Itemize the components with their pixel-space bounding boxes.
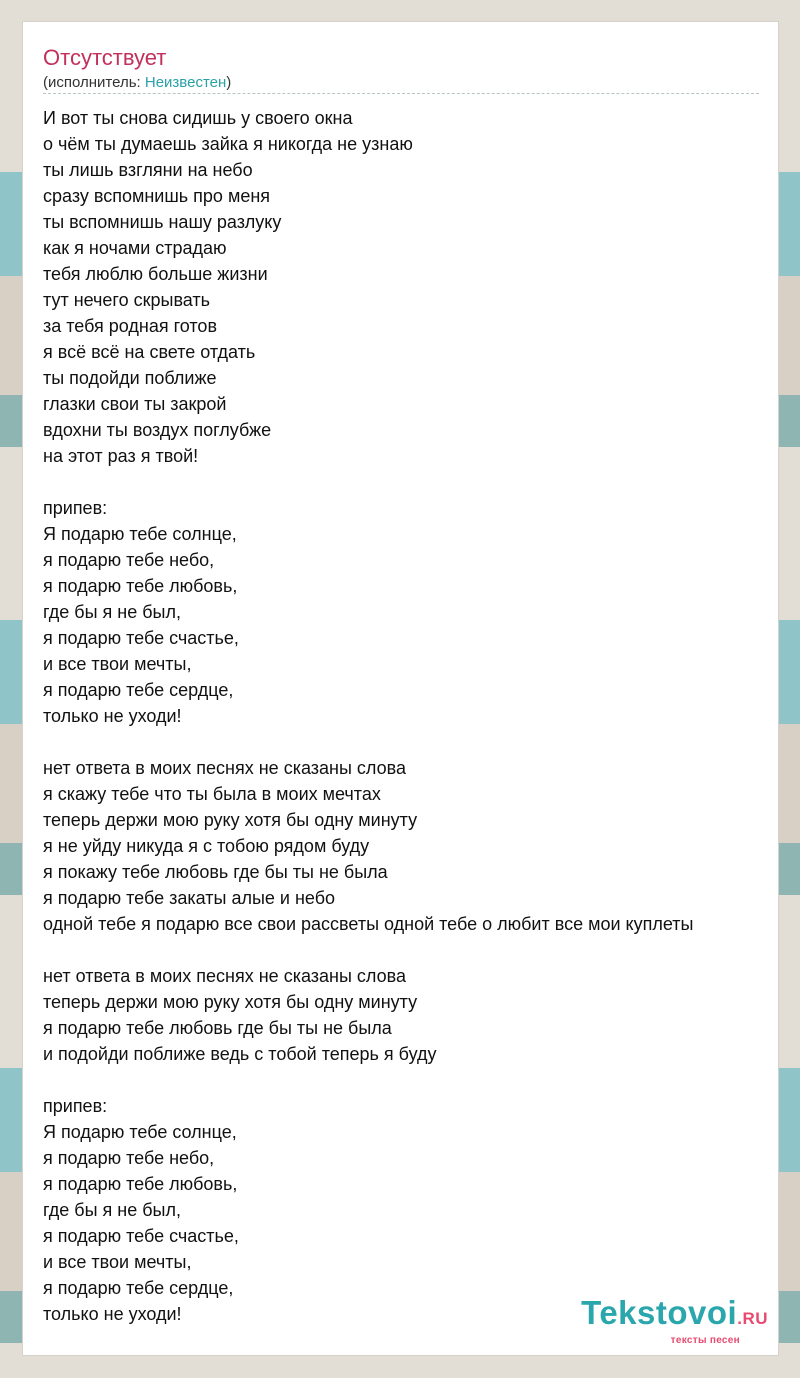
lyric-line: только не уходи!	[43, 1304, 182, 1324]
lyric-line: я подарю тебе любовь,	[43, 1174, 238, 1194]
lyric-line: одной тебе я подарю все свои рассветы одной тебе о любит все мои куплеты	[43, 914, 694, 934]
lyric-line	[43, 937, 693, 963]
artist-prefix: (исполнитель:	[43, 74, 145, 91]
song-title: Отсутствует	[43, 45, 167, 70]
lyric-line: ты подойди поближе	[43, 368, 217, 388]
lyric-line: я подарю тебе любовь где бы ты не была	[43, 1018, 392, 1038]
lyric-line: тут нечего скрывать	[43, 290, 211, 310]
lyric-line: где бы я не был,	[43, 1200, 181, 1220]
lyric-line: припев:	[43, 1096, 108, 1116]
lyric-line: как я ночами страдаю	[43, 238, 227, 258]
lyric-line: я подарю тебе небо,	[43, 550, 215, 570]
lyric-line: ты лишь взгляни на небо	[43, 160, 253, 180]
lyric-line: и все твои мечты,	[43, 1252, 192, 1272]
lyric-line: я подарю тебе счастье,	[43, 1226, 239, 1246]
lyric-line: на этот раз я твой!	[43, 446, 199, 466]
artist-link[interactable]: Неизвестен	[144, 74, 227, 91]
lyric-line: глазки свои ты закрой	[43, 394, 227, 414]
lyric-line: нет ответа в моих песнях не сказаны слова	[43, 758, 406, 778]
artist-suffix: )	[226, 74, 232, 91]
lyric-line: я подарю тебе сердце,	[43, 1278, 234, 1298]
lyric-line: И вот ты снова сидишь у своего окна	[43, 108, 353, 128]
lyric-line: я подарю тебе небо,	[43, 1148, 215, 1168]
lyric-line: за тебя родная готов	[43, 316, 218, 336]
logo-tagline: тексты песен	[670, 1335, 740, 1346]
lyric-line: я подарю тебе закаты алые и небо	[43, 888, 336, 908]
lyric-line: я покажу тебе любовь где бы ты не была	[43, 862, 388, 882]
site-logo[interactable]	[581, 1294, 768, 1347]
lyric-line: и все твои мечты,	[43, 654, 192, 674]
lyric-line: и подойди поближе ведь с тобой теперь я буду	[43, 1044, 437, 1064]
lyric-line: я подарю тебе счастье,	[43, 628, 239, 648]
lyrics-card	[22, 21, 779, 1356]
lyric-line: тебя люблю больше жизни	[43, 264, 268, 284]
logo-name: Tekstovoi	[581, 1294, 738, 1331]
lyric-line	[43, 469, 693, 495]
lyrics-text	[43, 105, 693, 1327]
lyric-line	[43, 729, 693, 755]
lyric-line: припев:	[43, 498, 108, 518]
lyric-line: вдохни ты воздух поглубже	[43, 420, 272, 440]
lyric-line: нет ответа в моих песнях не сказаны слова	[43, 966, 406, 986]
lyric-line: сразу вспомнишь про меня	[43, 186, 271, 206]
lyric-line: о чём ты думаешь зайка я никогда не узнаю	[43, 134, 413, 154]
logo-tld: .RU	[737, 1309, 768, 1328]
artist-line	[43, 74, 231, 92]
lyric-line	[43, 1067, 693, 1093]
lyric-line: я не уйду никуда я с тобою рядом буду	[43, 836, 370, 856]
lyric-line: Я подарю тебе солнце,	[43, 524, 237, 544]
lyric-line: я скажу тебе что ты была в моих мечтах	[43, 784, 381, 804]
lyric-line: Я подарю тебе солнце,	[43, 1122, 237, 1142]
lyric-line: я подарю тебе любовь,	[43, 576, 238, 596]
title-divider	[43, 93, 759, 94]
lyric-line: ты вспомнишь нашу разлуку	[43, 212, 282, 232]
lyric-line: только не уходи!	[43, 706, 182, 726]
lyric-line: теперь держи мою руку хотя бы одну минуту	[43, 810, 418, 830]
lyric-line: где бы я не был,	[43, 602, 181, 622]
lyric-line: я всё всё на свете отдать	[43, 342, 256, 362]
lyric-line: теперь держи мою руку хотя бы одну минуту	[43, 992, 418, 1012]
lyric-line: я подарю тебе сердце,	[43, 680, 234, 700]
